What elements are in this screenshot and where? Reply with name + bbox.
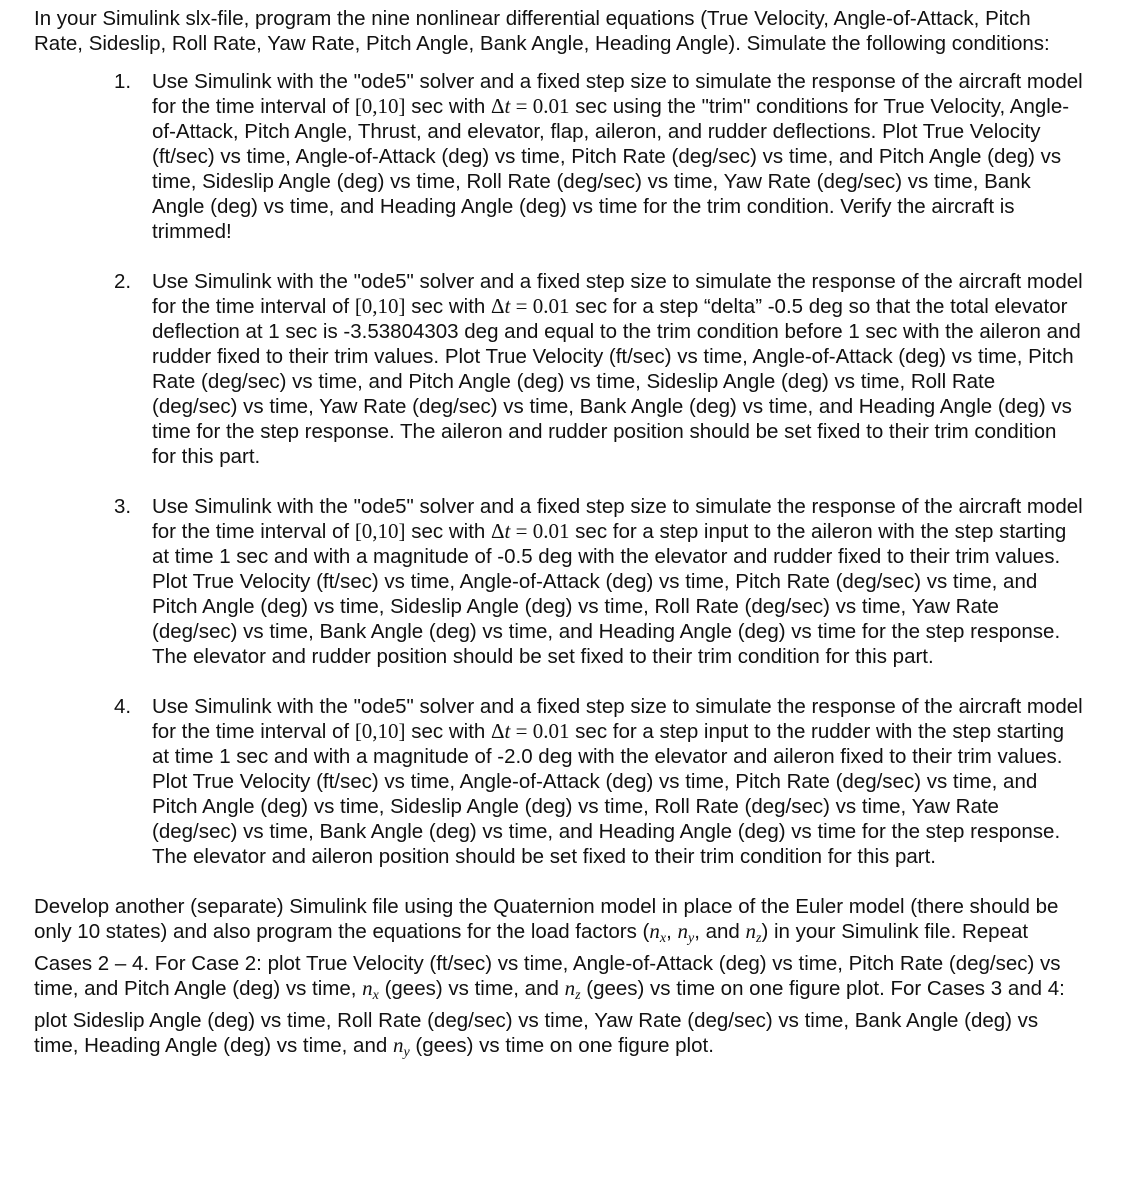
- load-factor-nx: $n_x$: [362, 976, 379, 1003]
- task-text: sec with: [405, 720, 492, 743]
- time-step: Δt = 0.01: [491, 719, 570, 743]
- task-item-2: [34, 269, 1085, 469]
- load-factor-nx: $n_x$: [649, 919, 667, 946]
- load-factor-nz: $n_z$: [564, 976, 581, 1003]
- outro-text: ) in your Simulink file. Repeat Cases 2 – 4. For Case 2: plot True Velocity (ft/sec) vs time, Angle-of-Attack (deg) vs time, Pitch Rate (deg/sec) vs time, and Pitch Angle (deg) vs time,: [34, 920, 1061, 1000]
- task-text: Use Simulink with the "ode5" solver and a fixed step size to simulate the response of the aircraft model for the time interval of: [152, 270, 1083, 318]
- time-step: Δt = 0.01: [491, 519, 570, 543]
- outro-separator: , and: [694, 920, 746, 943]
- time-interval: [0,10]: [354, 94, 406, 118]
- time-step: Δt = 0.01: [491, 294, 570, 318]
- task-text: Use Simulink with the "ode5" solver and a fixed step size to simulate the response of the aircraft model for the time interval of: [152, 495, 1083, 543]
- time-interval: [0,10]: [354, 719, 406, 743]
- task-text: sec for a step input to the rudder with the step starting at time 1 sec and with a magnitude of -2.0 deg with the elevator and aileron fixed to their trim values. Plot True Velocity (ft/sec) vs time, Angle-of-Attack (deg) vs time, Pitch Rate (deg/sec) vs time, and Pitch Angle (deg) vs time, Sideslip Angle (deg) vs time, Roll Rate (deg/sec) vs time, Yaw Rate (deg/sec) vs time, Bank Angle (deg) vs time, and Heading Angle (deg) vs time for the step response. The elevator and aileron position should be set fixed to their trim condition for this part.: [152, 720, 1065, 868]
- load-factor-nz: $n_z$: [745, 919, 762, 946]
- task-number: 1.: [114, 70, 132, 93]
- task-item-3: [34, 494, 1085, 669]
- time-step: Δt = 0.01: [491, 94, 570, 118]
- task-text: sec with: [405, 520, 492, 543]
- task-text: Use Simulink with the "ode5" solver and a fixed step size to simulate the response of the aircraft model for the time interval of: [152, 695, 1083, 743]
- task-text: sec with: [405, 295, 492, 318]
- outro-text: Develop another (separate) Simulink file using the Quaternion model in place of the Euler model (there should be only 10 states) and also program the equations for the load factors (: [34, 895, 1059, 943]
- task-item-4: [34, 694, 1085, 869]
- task-number: 2.: [114, 270, 132, 293]
- outro-text: (gees) vs time on one figure plot.: [409, 1034, 714, 1057]
- task-list: [34, 69, 1085, 869]
- task-text: sec for a step “delta” -0.5 deg so that the total elevator deflection at 1 sec is -3.53804303 deg and equal to the trim condition before 1 sec with the aileron and rudder fixed to their trim values. Plot True Velocity (ft/sec) vs time, Angle-of-Attack (deg) vs time, Pitch Rate (deg/sec) vs time, and Pitch Angle (deg) vs time, Sideslip Angle (deg) vs time, Roll Rate (deg/sec) vs time, Yaw Rate (deg/sec) vs time, Bank Angle (deg) vs time, and Heading Angle (deg) vs time for the step response. The aileron and rudder position should be set fixed to their trim condition for this part.: [152, 295, 1081, 468]
- time-interval: [0,10]: [354, 519, 406, 543]
- task-text: sec using the "trim" conditions for True Velocity, Angle-of-Attack, Pitch Angle, Thrust, and elevator, flap, aileron, and rudder deflections. Plot True Velocity (ft/sec) vs time, Angle-of-Attack (deg) vs time, Pitch Rate (deg/sec) vs time, and Pitch Angle (deg) vs time, Sideslip Angle (deg) vs time, Roll Rate (deg/sec) vs time, Yaw Rate (deg/sec) vs time, Bank Angle (deg) vs time, and Heading Angle (deg) vs time for the trim condition. Verify the aircraft is trimmed!: [152, 95, 1070, 243]
- task-item-1: [34, 69, 1085, 244]
- load-factor-ny: $n_y$: [677, 919, 695, 946]
- task-number: 4.: [114, 695, 132, 718]
- task-number: 3.: [114, 495, 132, 518]
- outro-paragraph: [34, 894, 1085, 1065]
- intro-paragraph: In your Simulink slx-file, program the nine nonlinear differential equations (True Velocity, Angle-of-Attack, Pitch Rate, Sideslip, Roll Rate, Yaw Rate, Pitch Angle, Bank Angle, Heading Angle). Simulate the following conditions:: [34, 7, 1050, 55]
- outro-text: (gees) vs time on one figure plot. For Cases 3 and 4: plot Sideslip Angle (deg) vs time, Roll Rate (deg/sec) vs time, Yaw Rate (deg/sec) vs time, Bank Angle (deg) vs time, Heading Angle (deg) vs time, and: [34, 977, 1065, 1057]
- time-interval: [0,10]: [354, 294, 406, 318]
- outro-text: (gees) vs time, and: [378, 977, 565, 1000]
- load-factor-ny: $n_y$: [392, 1033, 410, 1060]
- task-text: sec with: [405, 95, 492, 118]
- outro-separator: ,: [666, 920, 678, 943]
- task-text: Use Simulink with the "ode5" solver and a fixed step size to simulate the response of the aircraft model for the time interval of: [152, 70, 1083, 118]
- task-text: sec for a step input to the aileron with the step starting at time 1 sec and with a magnitude of -0.5 deg with the elevator and rudder fixed to their trim values. Plot True Velocity (ft/sec) vs time, Angle-of-Attack (deg) vs time, Pitch Rate (deg/sec) vs time, and Pitch Angle (deg) vs time, Sideslip Angle (deg) vs time, Roll Rate (deg/sec) vs time, Yaw Rate (deg/sec) vs time, Bank Angle (deg) vs time, and Heading Angle (deg) vs time for the step response. The elevator and rudder position should be set fixed to their trim condition for this part.: [152, 520, 1067, 668]
